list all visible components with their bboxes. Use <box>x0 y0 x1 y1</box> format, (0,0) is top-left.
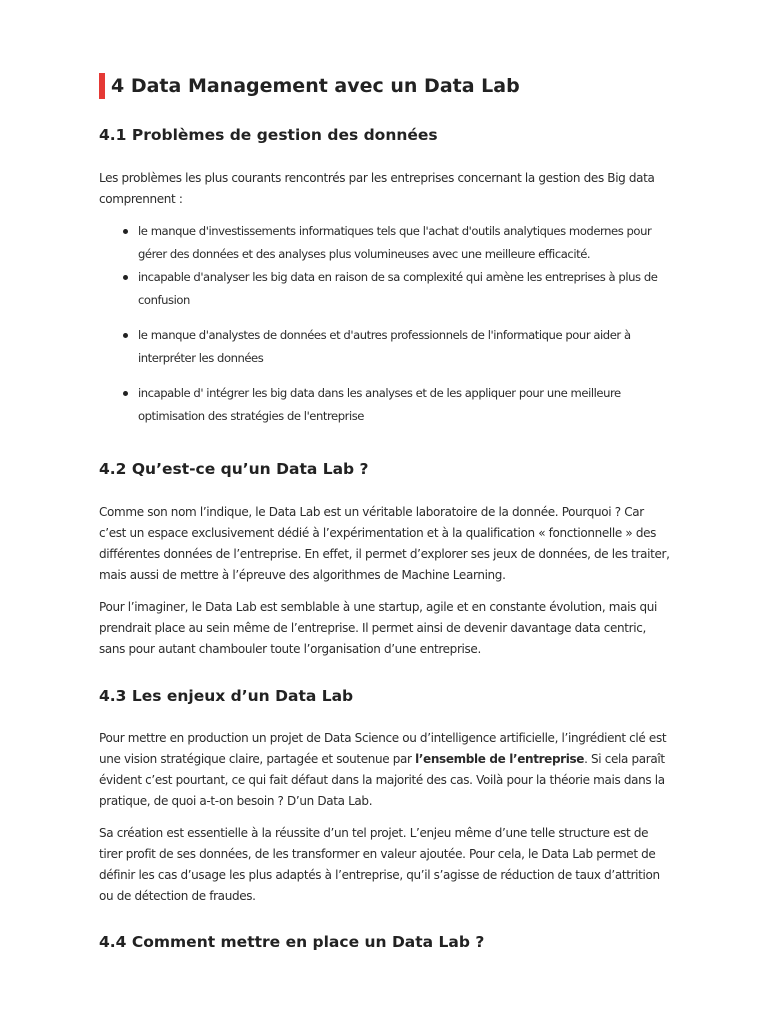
bullet-icon <box>123 229 128 234</box>
section-4-1-title: 4.1 Problèmes de gestion des données <box>99 126 438 144</box>
heading-accent-bar <box>99 73 105 99</box>
list-item <box>119 382 671 428</box>
bullet-icon <box>123 333 128 338</box>
section-4-1-intro: Les problèmes les plus courants rencontrés par les entreprises concernant la gestion des Big data comprennent : <box>99 171 655 206</box>
bullet-text: le manque d'investissements informatiques tels que l'achat d'outils analytiques modernes pour gérer des données et des analyses plus volumineuses avec une meilleure efficacité. <box>138 224 652 261</box>
section-4-1-bullet-list <box>119 220 671 428</box>
section-4-2-title: 4.2 Qu’est-ce qu’un Data Lab ? <box>99 460 369 478</box>
section-4-2-paragraph-1: Comme son nom l’indique, le Data Lab est un véritable laboratoire de la donnée. Pourquoi ? Car c’est un espace exclusivement dédié à l’expérimentation et à la qualification « fonctionnelle » des différentes données de l’entreprise. En effet, il permet d’explorer ses jeux de données, de les traiter, mais aussi de mettre à l’épreuve des algorithmes de Machine Learning. <box>99 505 670 582</box>
bullet-text: incapable d'analyser les big data en raison de sa complexité qui amène les entreprises à plus de confusion <box>138 270 658 307</box>
bullet-icon <box>123 275 128 280</box>
bullet-icon <box>123 391 128 396</box>
section-4-3-title: 4.3 Les enjeux d’un Data Lab <box>99 687 354 705</box>
paragraph-text: Pour mettre en production un projet de Data Science ou d’intelligence artificielle, l’ingrédient clé est une vision stratégique claire, partagée et soutenue par <box>99 731 667 766</box>
heading-1-text: 4 Data Management avec un Data Lab <box>111 75 520 97</box>
heading-1 <box>99 73 520 99</box>
section-4-2-paragraph-2: Pour l’imaginer, le Data Lab est semblable à une startup, agile et en constante évolution, mais qui prendrait place au sein même de l’entreprise. Il permet ainsi de devenir davantage data centric, sans pour autant chambouler toute l’organisation d’une entreprise. <box>99 600 657 656</box>
paragraph-text: . Si cela paraît évident c’est pourtant, ce qui fait défaut dans la majorité des cas. Voilà pour la théorie mais dans la pratique, de quoi a-t-on besoin ? D’un Data Lab. <box>99 752 665 808</box>
bullet-text: incapable d' intégrer les big data dans les analyses et de les appliquer pour une meilleure optimisation des stratégies de l'entreprise <box>138 386 621 423</box>
section-4-4-title: 4.4 Comment mettre en place un Data Lab ? <box>99 933 485 951</box>
section-4-3-paragraph-2: Sa création est essentielle à la réussite d’un tel projet. L’enjeu même d’une telle structure est de tirer profit de ses données, de les transformer en valeur ajoutée. Pour cela, le Data Lab permet de définir les cas d’usage les plus adaptés à l’entreprise, qu’il s’agisse de réduction de taux d’attrition ou de détection de fraudes. <box>99 826 660 903</box>
section-4-3-paragraph-1 <box>99 728 671 812</box>
list-item <box>119 220 671 266</box>
list-item <box>119 266 671 312</box>
emphasis-text: l’ensemble de l’entreprise <box>415 752 585 766</box>
bullet-text: le manque d'analystes de données et d'autres professionnels de l'informatique pour aider à interpréter les données <box>138 328 631 365</box>
list-item <box>119 324 671 370</box>
